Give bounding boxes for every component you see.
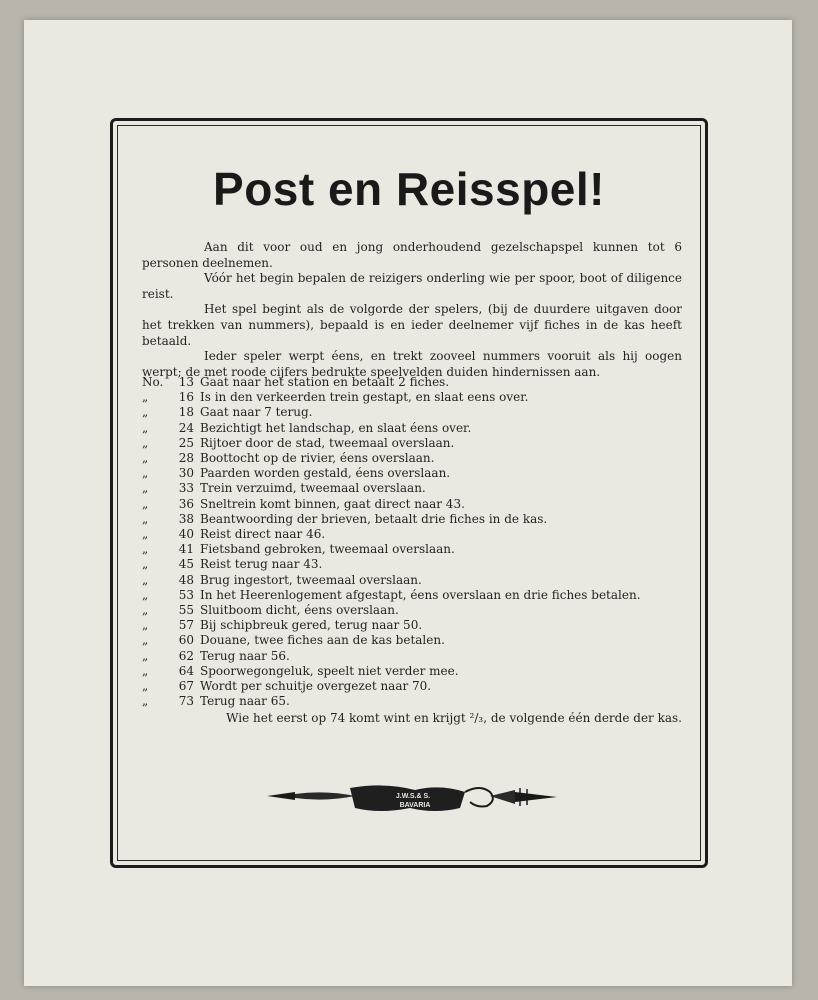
rule-number: 45 xyxy=(178,557,194,572)
rule-number: 48 xyxy=(178,572,194,587)
rule-text: Bezichtigt het landschap, en slaat éens over. xyxy=(200,420,472,435)
rule-number: 55 xyxy=(178,603,194,618)
rule-text: Beantwoording der brieven, betaalt drie fiches in de kas. xyxy=(200,511,548,526)
rule-item xyxy=(142,527,682,542)
rule-number: 73 xyxy=(178,694,194,709)
rule-item xyxy=(142,618,682,633)
closing-text: Wie het eerst op 74 komt wint en krijgt ²/₃, de volgende één derde der kas. xyxy=(226,711,682,725)
rule-prefix: No. xyxy=(142,375,164,389)
rule-item xyxy=(142,436,682,451)
rule-number: 64 xyxy=(178,663,194,678)
rule-prefix: „ xyxy=(142,435,149,450)
rule-text: Reist direct naar 46. xyxy=(200,527,326,542)
rule-text: Sneltrein komt binnen, gaat direct naar 43. xyxy=(200,496,465,511)
rule-number: 13 xyxy=(178,375,194,389)
rule-prefix: „ xyxy=(142,663,149,678)
rule-item xyxy=(142,481,682,496)
rule-prefix: „ xyxy=(142,694,149,709)
rule-prefix: „ xyxy=(142,405,149,420)
page-title: Post en Reisspel! xyxy=(213,163,605,215)
rule-number: 30 xyxy=(178,466,194,481)
rule-text: Sluitboom dicht, éens overslaan. xyxy=(200,603,399,618)
rule-item xyxy=(142,679,682,694)
rule-prefix: „ xyxy=(142,603,149,618)
intro-paragraph: Aan dit voor oud en jong onderhoudend gezelschapspel kunnen tot 6 personen deelnemen. xyxy=(142,240,682,270)
rule-item xyxy=(142,375,682,390)
rule-number: 38 xyxy=(178,511,194,526)
rule-text: Paarden worden gestald, éens overslaan. xyxy=(200,466,451,481)
rule-prefix: „ xyxy=(142,618,149,633)
rule-text: Fietsband gebroken, tweemaal overslaan. xyxy=(200,542,455,557)
rule-item xyxy=(142,390,682,405)
rule-text: Brug ingestort, tweemaal overslaan. xyxy=(200,572,422,587)
rule-prefix: „ xyxy=(142,420,149,435)
rule-prefix: „ xyxy=(142,496,149,511)
rule-item xyxy=(142,664,682,679)
rule-number: 24 xyxy=(178,420,194,435)
intro-paragraph: Vóór het begin bepalen de reizigers onderling wie per spoor, boot of diligence reist. xyxy=(142,271,682,301)
rule-number: 53 xyxy=(178,587,194,602)
rule-item xyxy=(142,405,682,420)
rule-item xyxy=(142,573,682,588)
rule-text: Gaat naar het station en betaalt 2 fiches. xyxy=(200,375,450,389)
rule-number: 25 xyxy=(178,435,194,450)
intro-paragraph: Het spel begint als de volgorde der spelers, (bij de duurdere uitgaven door het trekken van nummers), bepaald is en ieder deelnemer vijf fiches in de kas heeft betaald. xyxy=(142,302,682,348)
rule-number: 62 xyxy=(178,648,194,663)
rule-item xyxy=(142,633,682,648)
rule-prefix: „ xyxy=(142,572,149,587)
rule-number: 36 xyxy=(178,496,194,511)
rule-prefix: „ xyxy=(142,587,149,602)
emblem-line1: J.W.S.& S. xyxy=(395,793,431,800)
rule-text: Boottocht op de rivier, éens overslaan. xyxy=(200,451,435,466)
rule-text: In het Heerenlogement afgestapt, éens overslaan en drie fiches betalen. xyxy=(200,587,641,602)
rule-item xyxy=(142,421,682,436)
rule-text: Wordt per schuitje overgezet naar 70. xyxy=(200,679,432,694)
rule-text: Douane, twee fiches aan de kas betalen. xyxy=(200,633,445,648)
rule-prefix: „ xyxy=(142,648,149,663)
rule-number: 16 xyxy=(178,390,194,405)
intro-text xyxy=(142,240,682,380)
rule-item xyxy=(142,649,682,664)
rule-number: 67 xyxy=(178,679,194,694)
rule-text: Trein verzuimd, tweemaal overslaan. xyxy=(200,481,426,496)
rule-item xyxy=(142,603,682,618)
rule-prefix: „ xyxy=(142,451,149,466)
rule-prefix: „ xyxy=(142,633,149,648)
rule-number: 18 xyxy=(178,405,194,420)
rule-number: 33 xyxy=(178,481,194,496)
rule-prefix: „ xyxy=(142,511,149,526)
rule-prefix: „ xyxy=(142,481,149,496)
rule-item xyxy=(142,512,682,527)
rule-number: 28 xyxy=(178,451,194,466)
rule-text: Terug naar 65. xyxy=(200,694,290,709)
rule-prefix: „ xyxy=(142,527,149,542)
rule-item xyxy=(142,451,682,466)
rule-item xyxy=(142,694,682,709)
rule-prefix: „ xyxy=(142,679,149,694)
pen-ornament-icon xyxy=(265,778,560,818)
rule-prefix: „ xyxy=(142,557,149,572)
rule-item xyxy=(142,588,682,603)
rule-prefix: „ xyxy=(142,390,149,405)
rule-text: Reist terug naar 43. xyxy=(200,557,323,572)
rule-item xyxy=(142,497,682,512)
rule-item xyxy=(142,542,682,557)
rule-text: Spoorwegongeluk, speelt niet verder mee. xyxy=(200,663,459,678)
rule-number: 40 xyxy=(178,527,194,542)
rule-number: 60 xyxy=(178,633,194,648)
intro-paragraph: Ieder speler werpt éens, en trekt zooveel nummers vooruit als hij oogen werpt; de met roode cijfers bedrukte speelvelden duiden hindernissen aan. xyxy=(142,349,682,379)
rule-text: Rijtoer door de stad, tweemaal overslaan. xyxy=(200,435,455,450)
rule-text: Is in den verkeerden trein gestapt, en slaat eens over. xyxy=(200,390,529,405)
rule-text: Terug naar 56. xyxy=(200,648,290,663)
rule-text: Bij schipbreuk gered, terug naar 50. xyxy=(200,618,423,633)
rules-list xyxy=(142,375,682,709)
rule-prefix: „ xyxy=(142,542,149,557)
rule-item xyxy=(142,557,682,572)
rule-number: 57 xyxy=(178,618,194,633)
rule-text: Gaat naar 7 terug. xyxy=(200,405,313,420)
rule-item xyxy=(142,466,682,481)
rule-prefix: „ xyxy=(142,466,149,481)
rule-number: 41 xyxy=(178,542,194,557)
emblem-line2: BAVARIA xyxy=(399,802,431,809)
